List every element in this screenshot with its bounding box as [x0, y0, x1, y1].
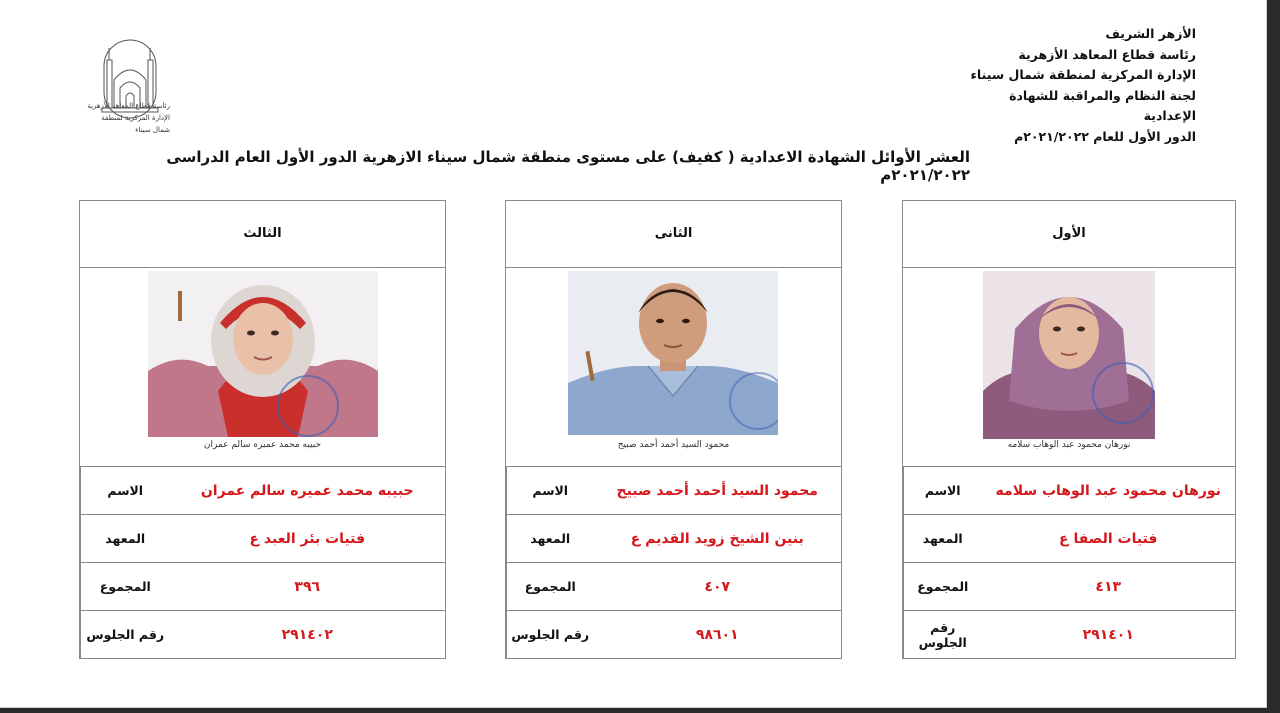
seat-label: رقم الجلوس: [507, 611, 594, 659]
seat-label: رقم الجلوس: [81, 611, 170, 659]
institute-label: المعهد: [507, 515, 594, 563]
header-line: لجنة النظام والمراقبة للشهادة الإعدادية: [1009, 87, 1196, 123]
student-institute: فتيات بئر العبد ع: [170, 515, 446, 563]
student-card-third: [79, 200, 446, 659]
student-total: ٤٠٧: [594, 563, 842, 611]
student-institute: بنين الشيخ زويد القديم ع: [594, 515, 842, 563]
photo-area: [903, 268, 1235, 466]
table-row: [81, 611, 446, 659]
logo-caption: [82, 100, 170, 136]
table-row: [81, 563, 446, 611]
student-seat-number: ٩٨٦٠١: [594, 611, 842, 659]
photo-area: [506, 268, 841, 466]
table-row: [904, 467, 1236, 515]
student-name: محمود السيد أحمد أحمد صبيح: [594, 467, 842, 515]
total-label: المجموع: [81, 563, 170, 611]
rank-heading: الثانى: [506, 201, 841, 268]
student-seat-number: ٢٩١٤٠٢: [170, 611, 446, 659]
student-photo: [983, 271, 1155, 439]
header-line: رئاسة قطاع المعاهد الأزهرية: [1018, 46, 1196, 62]
seat-label: رقم الجلوس: [904, 611, 982, 659]
name-label: الاسم: [904, 467, 982, 515]
student-total: ٤١٣: [982, 563, 1236, 611]
issuer-header: [956, 24, 1196, 147]
header-line: الدور الأول للعام ٢٠٢١/٢٠٢٢م: [1014, 128, 1196, 144]
table-row: [904, 611, 1236, 659]
student-photo: [148, 271, 378, 437]
name-label: الاسم: [81, 467, 170, 515]
rank-heading: الأول: [903, 201, 1235, 268]
logo-caption-line: رئاسة قطاع المعاهد الأزهرية: [87, 102, 170, 110]
rank-heading: الثالث: [80, 201, 445, 268]
total-label: المجموع: [904, 563, 982, 611]
photo-area: [80, 268, 445, 466]
student-seat-number: ٢٩١٤٠١: [982, 611, 1236, 659]
table-row: [507, 563, 842, 611]
student-photo: [568, 271, 778, 435]
student-info-table: [506, 466, 841, 658]
table-row: [507, 611, 842, 659]
institute-label: المعهد: [904, 515, 982, 563]
student-card-second: [505, 200, 842, 659]
student-name: نورهان محمود عبد الوهاب سلامه: [982, 467, 1236, 515]
header-line: الأزهر الشريف: [1105, 26, 1196, 41]
table-row: [904, 563, 1236, 611]
photo-caption: محمود السيد أحمد أحمد صبيح: [617, 440, 730, 450]
table-row: [81, 515, 446, 563]
document-title: العشر الأوائل الشهادة الاعدادية ( كفيف) على مستوى منطقة شمال سيناء الازهرية الدور الأول العام الدراسى ٢٠٢١/٢٠٢٢م: [166, 148, 970, 184]
photo-caption: نورهان محمود عبد الوهاب سلامه: [1007, 440, 1131, 450]
header-line: الإدارة المركزية لمنطقة شمال سيناء: [970, 67, 1196, 82]
student-institute: فتيات الصفا ع: [982, 515, 1236, 563]
name-label: الاسم: [507, 467, 594, 515]
table-row: [507, 467, 842, 515]
table-row: [81, 467, 446, 515]
student-name: حبيبه محمد عميره سالم عمران: [170, 467, 446, 515]
student-info-table: [80, 466, 445, 658]
table-row: [904, 515, 1236, 563]
student-info-table: [903, 466, 1235, 658]
student-card-first: [902, 200, 1236, 659]
photo-caption: حبيبه محمد عميره سالم عمران: [203, 440, 322, 450]
logo-caption-line: الإدارة المركزية لمنطقة شمال سيناء: [101, 114, 170, 134]
student-total: ٣٩٦: [170, 563, 446, 611]
institute-label: المعهد: [81, 515, 170, 563]
table-row: [507, 515, 842, 563]
total-label: المجموع: [507, 563, 594, 611]
